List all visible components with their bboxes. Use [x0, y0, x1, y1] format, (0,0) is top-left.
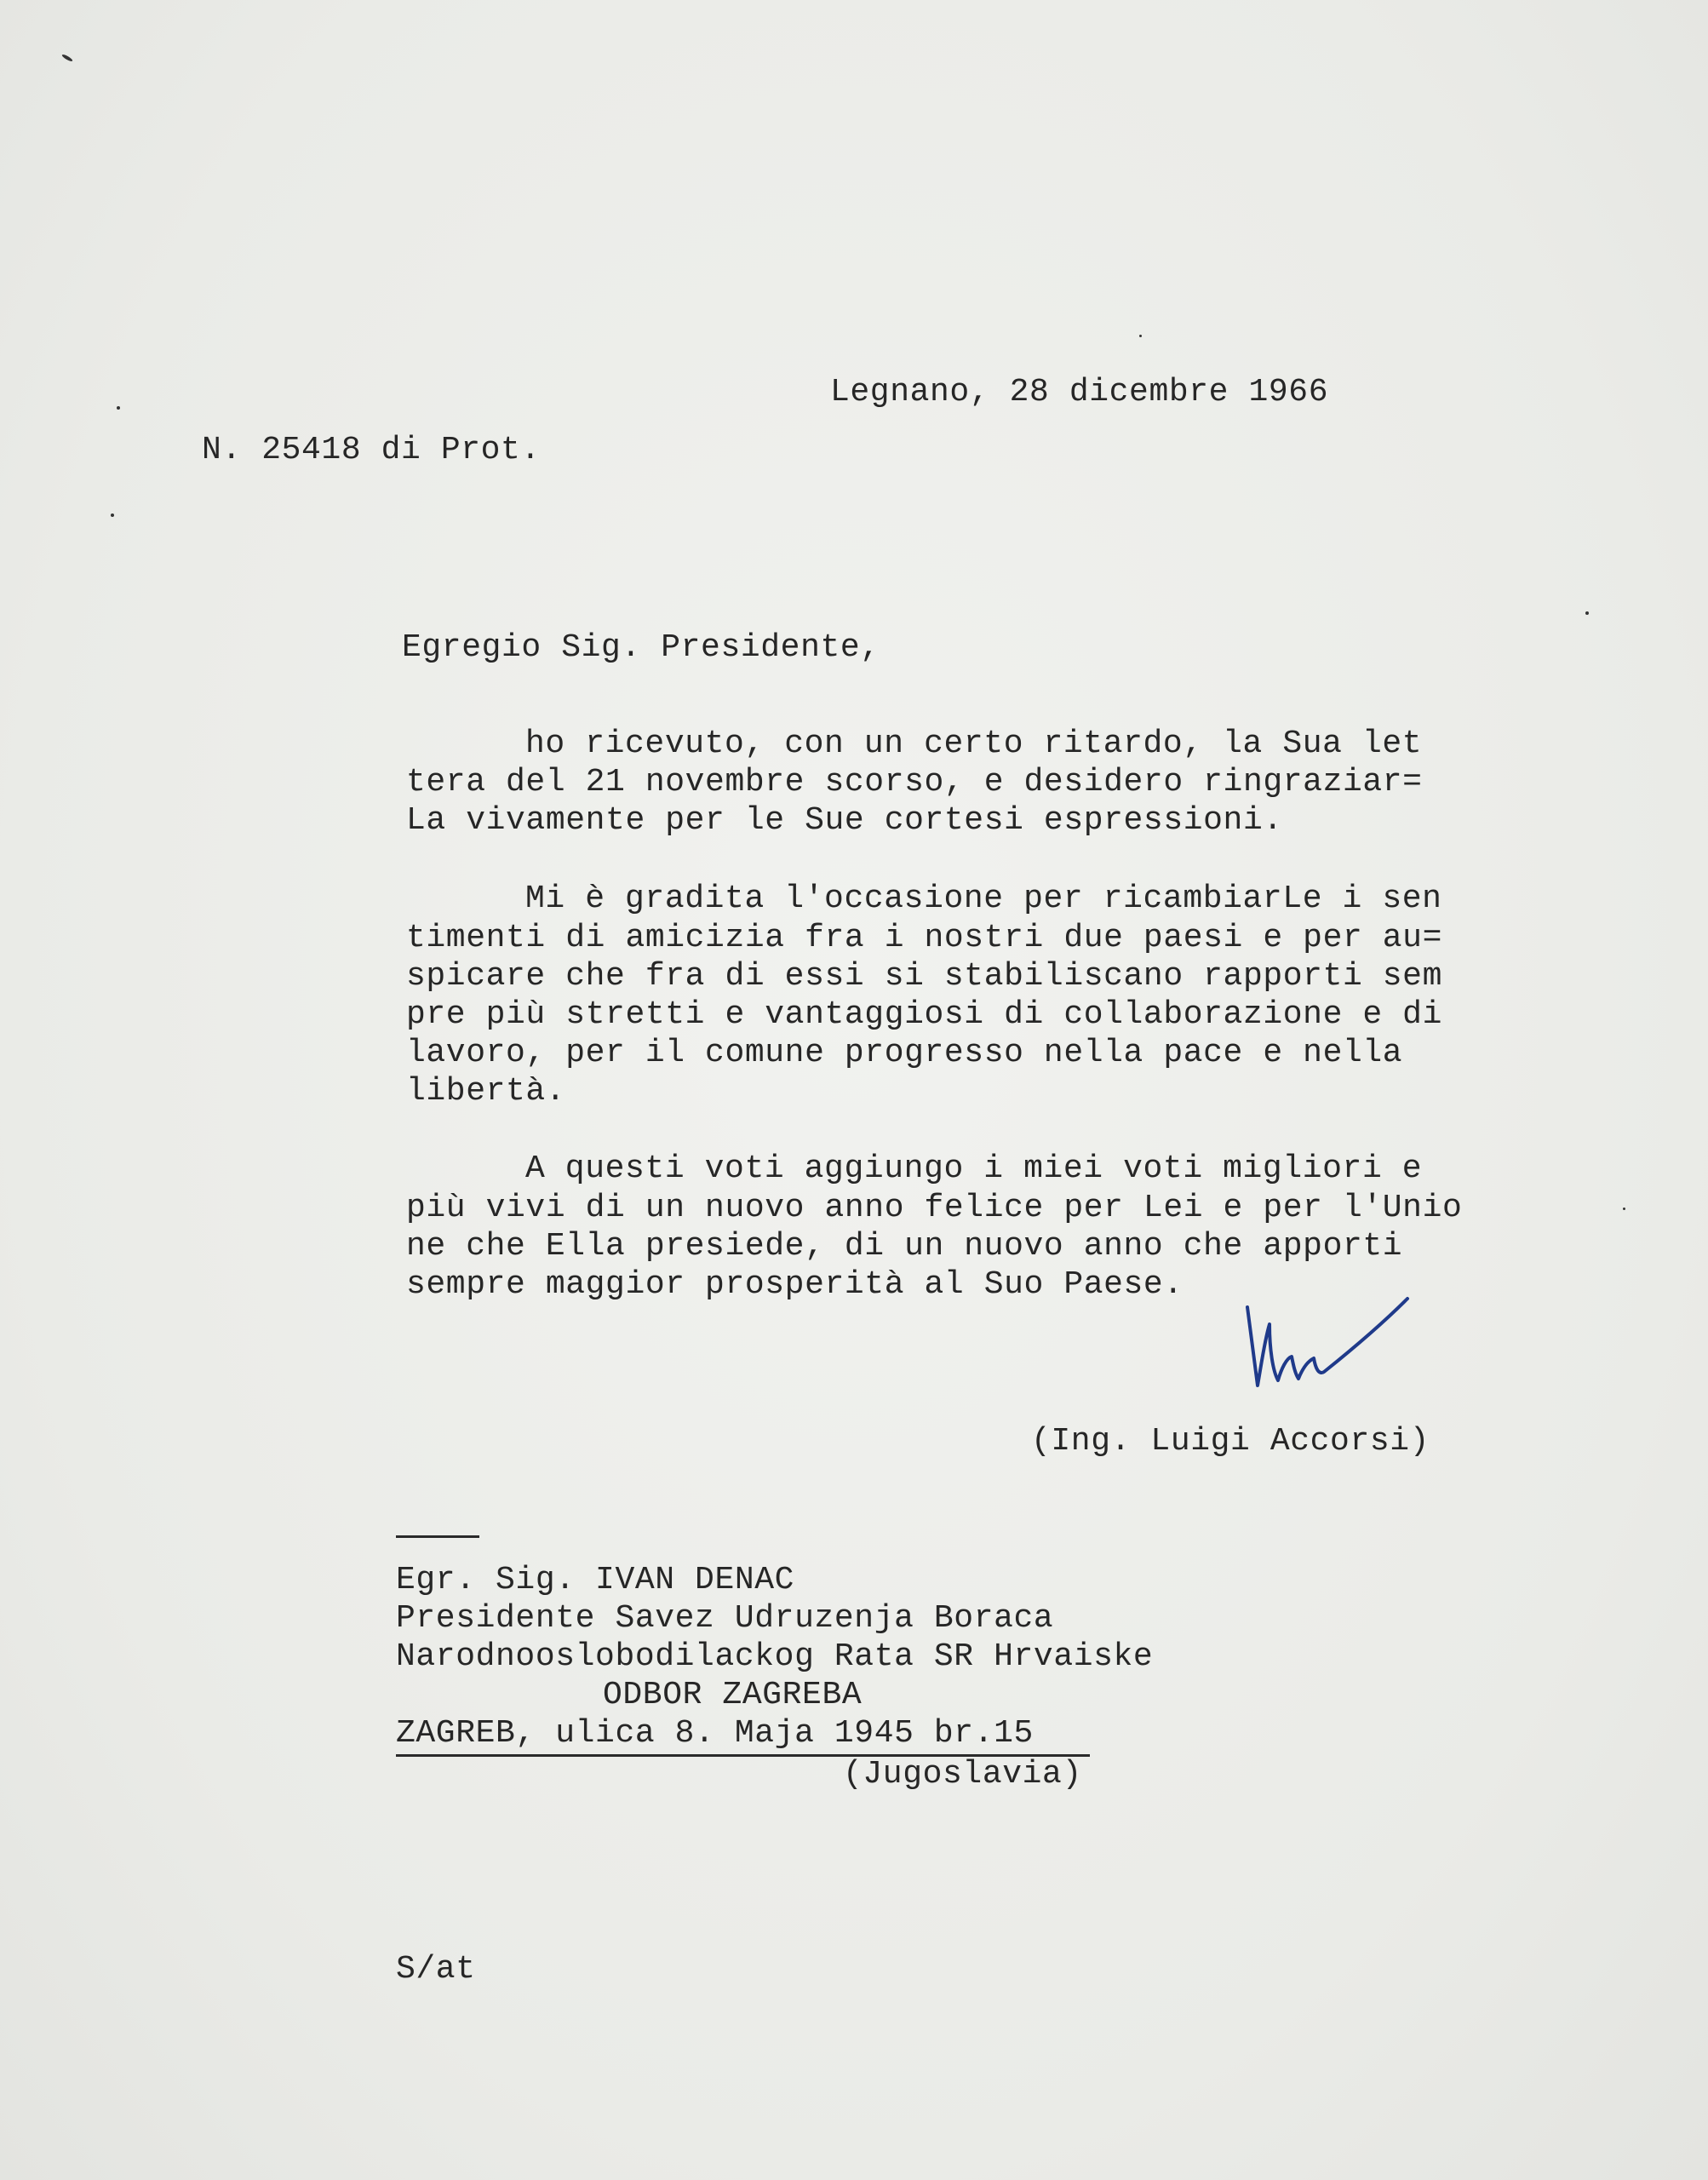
body-line: sempre maggior prosperità al Suo Paese. [406, 1266, 1184, 1303]
addressee-street: ZAGREB, ulica 8. Maja 1945 br.15 [396, 1715, 1034, 1752]
body-line: libertà. [406, 1073, 566, 1110]
body-line: pre più stretti e vantaggiosi di collaborazione e di [406, 996, 1442, 1033]
scan-speck [117, 406, 120, 410]
salutation: Egregio Sig. Presidente, [402, 629, 880, 666]
scan-speck [111, 513, 114, 517]
typist-initials: S/at [396, 1951, 476, 1988]
body-line: tera del 21 novembre scorso, e desidero ringraziar= [406, 764, 1423, 800]
scan-speck [1623, 1208, 1625, 1210]
body-line: ne che Ella presiede, di un nuovo anno che apporti [406, 1228, 1403, 1265]
body-line: lavoro, per il comune progresso nella pace e nella [406, 1035, 1403, 1071]
addressee-country: (Jugoslavia) [843, 1756, 1082, 1793]
address-separator [396, 1535, 479, 1538]
place-date: Legnano, 28 dicembre 1966 [830, 374, 1329, 410]
handwritten-signature [1239, 1290, 1418, 1401]
body-line: spicare che fra di essi si stabiliscano rapporti sem [406, 958, 1442, 995]
scan-speck [1585, 611, 1589, 615]
addressee-name: Egr. Sig. IVAN DENAC [396, 1562, 795, 1598]
body-line: La vivamente per le Sue cortesi espressioni. [406, 802, 1283, 839]
body-line: timenti di amicizia fra i nostri due paesi e per au= [406, 920, 1442, 956]
body-line: Mi è gradita l'occasione per ricambiarLe i sen [525, 881, 1442, 917]
scan-speck [61, 54, 73, 62]
scan-speck [1139, 335, 1142, 337]
body-line: più vivi di un nuovo anno felice per Lei e per l'Unio [406, 1190, 1463, 1226]
signer-name: (Ing. Luigi Accorsi) [1031, 1423, 1430, 1460]
addressee-line: ODBOR ZAGREBA [603, 1677, 863, 1713]
addressee-line: Presidente Savez Udruzenja Boraca [396, 1600, 1054, 1637]
body-line: A questi voti aggiungo i miei voti migliori e [525, 1150, 1423, 1187]
addressee-line: Narodnooslobodilackog Rata SR Hrvaiske [396, 1638, 1154, 1675]
body-line: ho ricevuto, con un certo ritardo, la Sua let [525, 726, 1423, 762]
protocol-number: N. 25418 di Prot. [202, 432, 541, 468]
